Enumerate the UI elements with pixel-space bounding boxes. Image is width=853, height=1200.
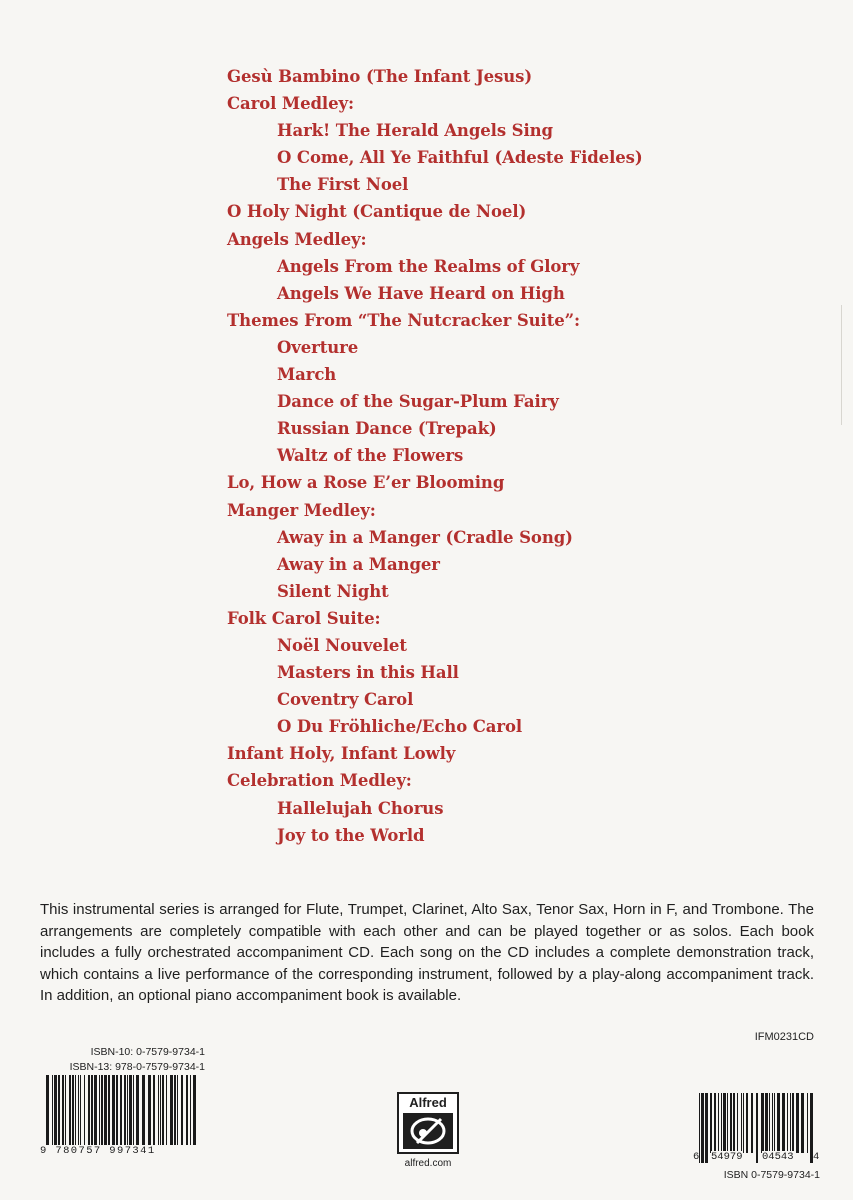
song-subtitle: Away in a Manger [277,554,440,574]
publisher-logo [390,1092,466,1182]
isbn-barcode [40,1075,200,1157]
paper-edge-line [841,305,842,425]
song-title: Celebration Medley: [227,771,412,791]
song-title: Manger Medley: [227,500,376,520]
song-title: Themes From “The Nutcracker Suite”: [227,310,581,330]
song-subtitle: Joy to the World [277,825,425,845]
barcode-digits: 9 780757 997341 [40,1145,200,1157]
publisher-url: alfred.com [404,1158,452,1169]
upc-digit-group-left: 54979 [711,1151,743,1163]
song-subtitle: Silent Night [277,581,389,601]
upc-digit-check: 4 [813,1151,820,1163]
song-title: O Holy Night (Cantique de Noel) [227,202,527,222]
song-title: Gesù Bambino (The Infant Jesus) [227,67,533,86]
isbn-10: ISBN-10: 0-7579-9734-1 [90,1046,205,1058]
isbn-13: ISBN-13: 978-0-7579-9734-1 [69,1061,205,1073]
isbn-short: ISBN 0-7579-9734-1 [723,1169,820,1181]
song-subtitle: O Du Fröhliche/Echo Carol [277,717,523,737]
series-description: This instrumental series is arranged for Flute, Trumpet, Clarinet, Alto Sax, Tenor Sax, Horn in F, and Trombone. The arrangements are completely compatible with each other and can be played together or as solos. Each book includes a fully orchestrated accompaniment CD. Each song on the CD includes a complete demonstration track, which contains a live performance of the corresponding instrument, followed by a play-along accompaniment track. In addition, an optional piano accompaniment book is available. [40,901,814,1004]
song-subtitle: March [277,365,337,385]
song-subtitle: Russian Dance (Trepak) [277,419,497,439]
song-subtitle: Masters in this Hall [277,663,459,683]
logo-wordmark: Alfred [409,1095,447,1110]
catalog-code: IFM0231CD [754,1031,814,1043]
contents-list [227,63,827,849]
upc-digit-group-right: 04543 [762,1151,794,1163]
song-subtitle: Hark! The Herald Angels Sing [277,121,553,141]
song-subtitle: O Come, All Ye Faithful (Adeste Fideles) [277,148,643,168]
song-subtitle: Dance of the Sugar-Plum Fairy [277,392,559,412]
song-title: Folk Carol Suite: [227,608,381,628]
song-subtitle: Angels We Have Heard on High [277,283,565,303]
song-title: Angels Medley: [227,229,367,249]
song-subtitle: Coventry Carol [277,690,414,710]
music-clef-emblem-icon [403,1113,453,1149]
song-subtitle: Waltz of the Flowers [277,446,464,466]
upc-digit-lead: 6 [693,1151,700,1163]
song-title: Carol Medley: [227,94,354,114]
alfred-logo-icon [397,1092,459,1154]
song-subtitle: Overture [277,337,359,357]
upc-barcode [693,1093,821,1166]
song-title: Infant Holy, Infant Lowly [227,744,456,764]
song-subtitle: Noël Nouvelet [277,635,407,655]
song-title: Lo, How a Rose E’er Blooming [227,473,505,493]
isbn-block [45,1045,205,1075]
song-subtitle: The First Noel [277,175,409,195]
song-subtitle: Hallelujah Chorus [277,798,444,818]
song-subtitle: Angels From the Realms of Glory [277,256,580,276]
song-subtitle: Away in a Manger (Cradle Song) [277,527,573,547]
